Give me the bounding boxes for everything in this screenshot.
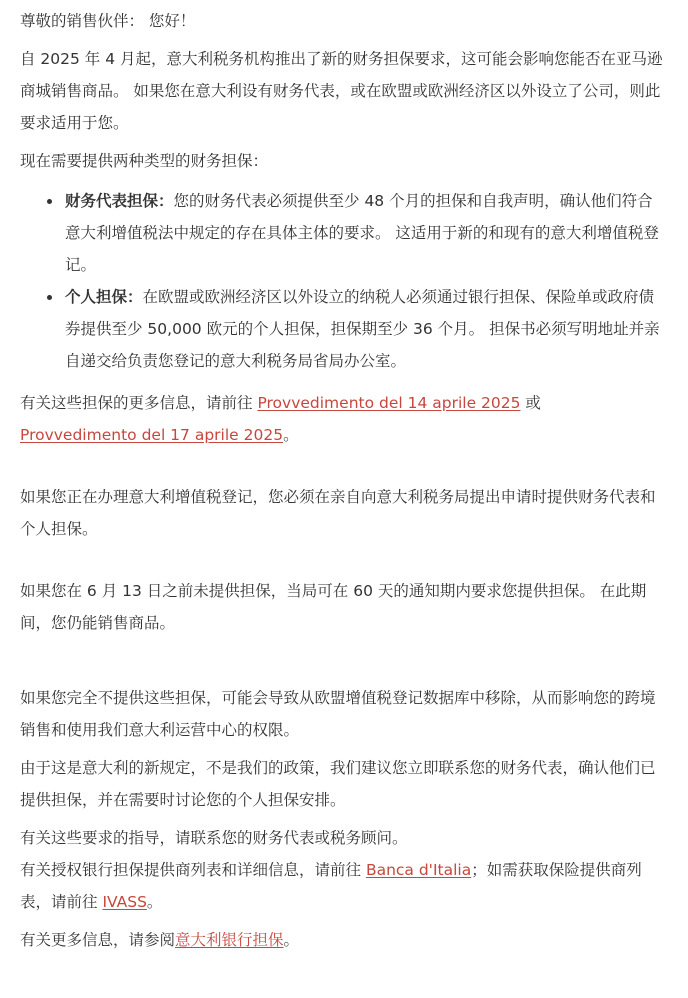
more-info-suffix: 。	[283, 426, 299, 444]
guarantee-types-list	[20, 185, 668, 377]
more-info-prefix: 有关这些担保的更多信息，请前往	[20, 394, 258, 412]
consequence-paragraph: 如果您完全不提供这些担保，可能会导致从欧盟增值税登记数据库中移除，从而影响您的跨境销售和使用我们意大利运营中心的权限。	[20, 689, 656, 739]
provvedimento-17-link[interactable]: Provvedimento del 17 aprile 2025	[20, 426, 284, 444]
italy-bank-guarantee-link[interactable]: 意大利银行担保	[175, 931, 284, 949]
final-paragraph	[20, 924, 668, 956]
advice-paragraph: 由于这是意大利的新规定，不是我们的政策，我们建议您立即联系您的财务代表，确认他们已提供担保，并在需要时讨论您的个人担保安排。	[20, 759, 656, 809]
bullet-text: 您的财务代表必须提供至少 48 个月的担保和自我声明，确认他们符合意大利增值税法中规定的存在具体主体的要求。 这适用于新的和现有的意大利增值税登记。	[65, 192, 659, 274]
bullet-term: 财务代表担保：	[65, 192, 174, 210]
guidance-insurance-text: ；如需获取保险提供商列表，请前往	[20, 861, 642, 911]
guidance-suffix: 。	[146, 893, 163, 911]
registration-paragraph: 如果您正在办理意大利增值税登记，您必须在亲自向意大利税务局提出申请时提供财务代表和个人担保。	[20, 488, 656, 538]
intro-paragraph: 自 2025 年 4 月起，意大利税务机构推出了新的财务担保要求，这可能会影响您能否在亚马逊商城销售商品。 如果您在意大利设有财务代表，或在欧盟或欧洲经济区以外设立了公司，则此要求适用于您。	[20, 50, 663, 132]
bullet-term: 个人担保：	[65, 288, 143, 306]
list-item-personal-guarantee	[65, 281, 668, 377]
list-item-representative-guarantee	[65, 185, 668, 281]
guidance-paragraph	[20, 822, 668, 918]
greeting: 尊敬的销售伙伴： 您好！	[20, 12, 196, 30]
final-prefix: 有关更多信息，请参阅	[20, 931, 176, 949]
banca-italia-link[interactable]: Banca d'Italia	[365, 861, 472, 879]
bullet-text: 在欧盟或欧洲经济区以外设立的纳税人必须通过银行担保、保险单或政府债券提供至少 50,000 欧元的个人担保，担保期至少 36 个月。 担保书必须写明地址并亲自递交给负责您登记的意大利税务局省局办公室。	[65, 288, 660, 370]
guidance-line: 有关这些要求的指导，请联系您的财务代表或税务顾问。	[20, 829, 408, 847]
more-info-paragraph	[20, 387, 668, 451]
final-suffix: 。	[283, 931, 300, 949]
more-info-middle: 或	[520, 394, 541, 412]
ivass-link[interactable]: IVASS	[102, 893, 147, 911]
guidance-bank-prefix: 有关授权银行担保提供商列表和详细信息，请前往	[20, 861, 366, 879]
deadline-paragraph: 如果您在 6 月 13 日之前未提供担保，当局可在 60 天的通知期内要求您提供担保。 在此期间，您仍能销售商品。	[20, 582, 647, 632]
guarantee-types-heading: 现在需要提供两种类型的财务担保：	[20, 152, 269, 170]
provvedimento-14-link[interactable]: Provvedimento del 14 aprile 2025	[257, 394, 521, 412]
